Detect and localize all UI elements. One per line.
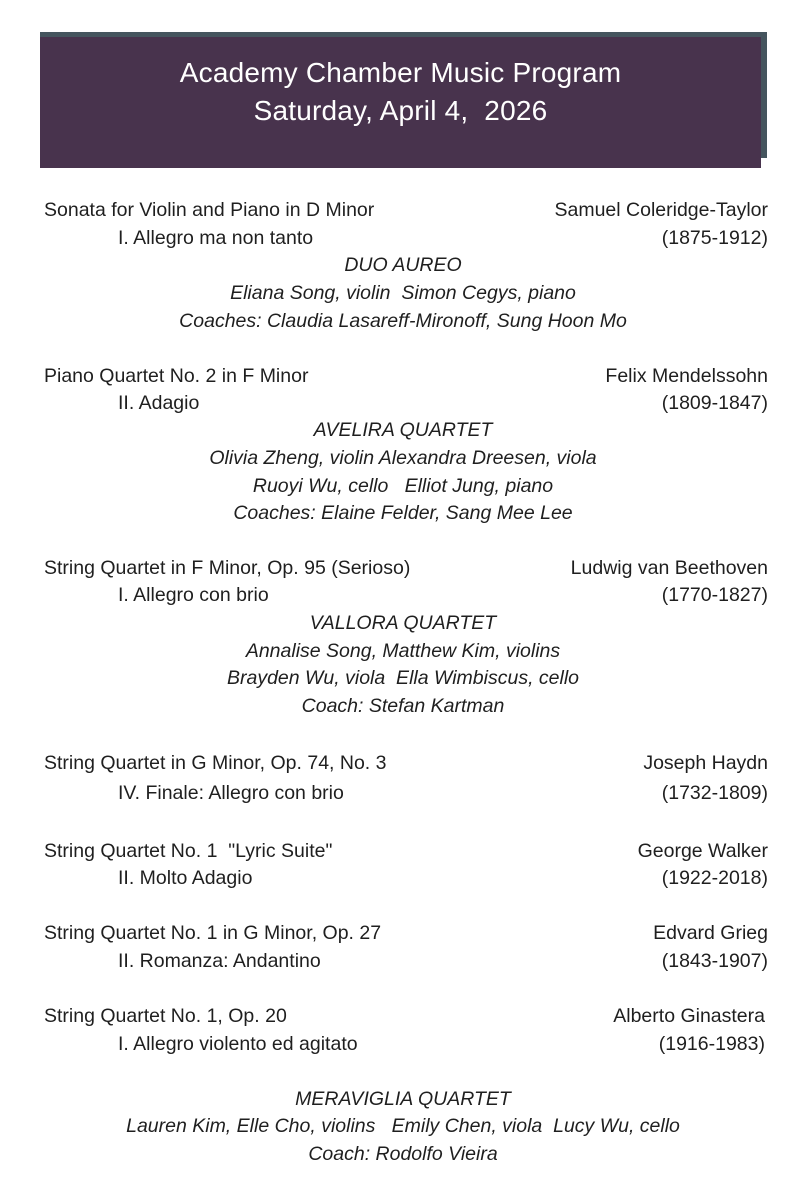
composer-dates: (1916-1983)	[658, 1033, 765, 1055]
piece-movement: I. Allegro con brio	[118, 584, 269, 606]
ensemble-coaches: Coach: Rodolfo Vieira	[308, 1143, 498, 1165]
piece-title: Sonata for Violin and Piano in D Minor	[44, 199, 375, 221]
composer-dates: (1843-1907)	[661, 950, 768, 972]
composer-dates: (1732-1809)	[661, 782, 768, 804]
composer-name: Edvard Grieg	[653, 922, 768, 944]
piece-title: String Quartet in F Minor, Op. 95 (Serioso)	[44, 557, 411, 579]
composer-name: George Walker	[637, 840, 768, 862]
ensemble-coaches: Coach: Stefan Kartman	[301, 695, 505, 717]
piece-movement: II. Romanza: Andantino	[118, 950, 321, 972]
ensemble-members: Eliana Song, violin Simon Cegys, piano	[230, 282, 576, 304]
piece-title: String Quartet No. 1, Op. 20	[44, 1005, 287, 1027]
ensemble-members: Annalise Song, Matthew Kim, violins	[245, 640, 561, 662]
piece-title: Piano Quartet No. 2 in F Minor	[44, 365, 309, 387]
piece-movement: I. Allegro ma non tanto	[118, 227, 314, 249]
composer-name: Ludwig van Beethoven	[570, 557, 768, 579]
piece-title: String Quartet No. 1 "Lyric Suite"	[44, 840, 333, 862]
composer-dates: (1875-1912)	[661, 227, 768, 249]
program-date: Saturday, April 4, 2026	[253, 95, 548, 126]
ensemble-members: Brayden Wu, viola Ella Wimbiscus, cello	[226, 667, 580, 689]
composer-dates: (1922-2018)	[661, 867, 768, 889]
piece-movement: II. Molto Adagio	[118, 867, 253, 889]
ensemble-coaches: Coaches: Elaine Felder, Sang Mee Lee	[233, 502, 573, 524]
program-title: Academy Chamber Music Program	[179, 57, 622, 88]
piece-movement: IV. Finale: Allegro con brio	[118, 782, 344, 804]
piece-movement: I. Allegro violento ed agitato	[118, 1033, 358, 1055]
composer-name: Felix Mendelssohn	[605, 365, 768, 387]
ensemble-members: Lauren Kim, Elle Cho, violins Emily Chen, viola Lucy Wu, cello	[126, 1115, 680, 1137]
composer-dates: (1809-1847)	[661, 392, 768, 414]
composer-dates: (1770-1827)	[661, 584, 768, 606]
piece-title: String Quartet in G Minor, Op. 74, No. 3	[44, 752, 387, 774]
ensemble-name: VALLORA QUARTET	[309, 612, 497, 634]
piece-movement: II. Adagio	[118, 392, 200, 414]
composer-name: Joseph Haydn	[643, 752, 768, 774]
ensemble-coaches: Coaches: Claudia Lasareff-Mironoff, Sung Hoon Mo	[179, 310, 627, 332]
ensemble-members: Olivia Zheng, violin Alexandra Dreesen, viola	[209, 447, 597, 469]
ensemble-name: DUO AUREO	[344, 254, 462, 276]
ensemble-name: MERAVIGLIA QUARTET	[295, 1088, 511, 1110]
composer-name: Samuel Coleridge-Taylor	[554, 199, 768, 221]
piece-title: String Quartet No. 1 in G Minor, Op. 27	[44, 922, 382, 944]
ensemble-members: Ruoyi Wu, cello Elliot Jung, piano	[252, 475, 554, 497]
ensemble-name: AVELIRA QUARTET	[313, 419, 493, 441]
composer-name: Alberto Ginastera	[613, 1005, 765, 1027]
